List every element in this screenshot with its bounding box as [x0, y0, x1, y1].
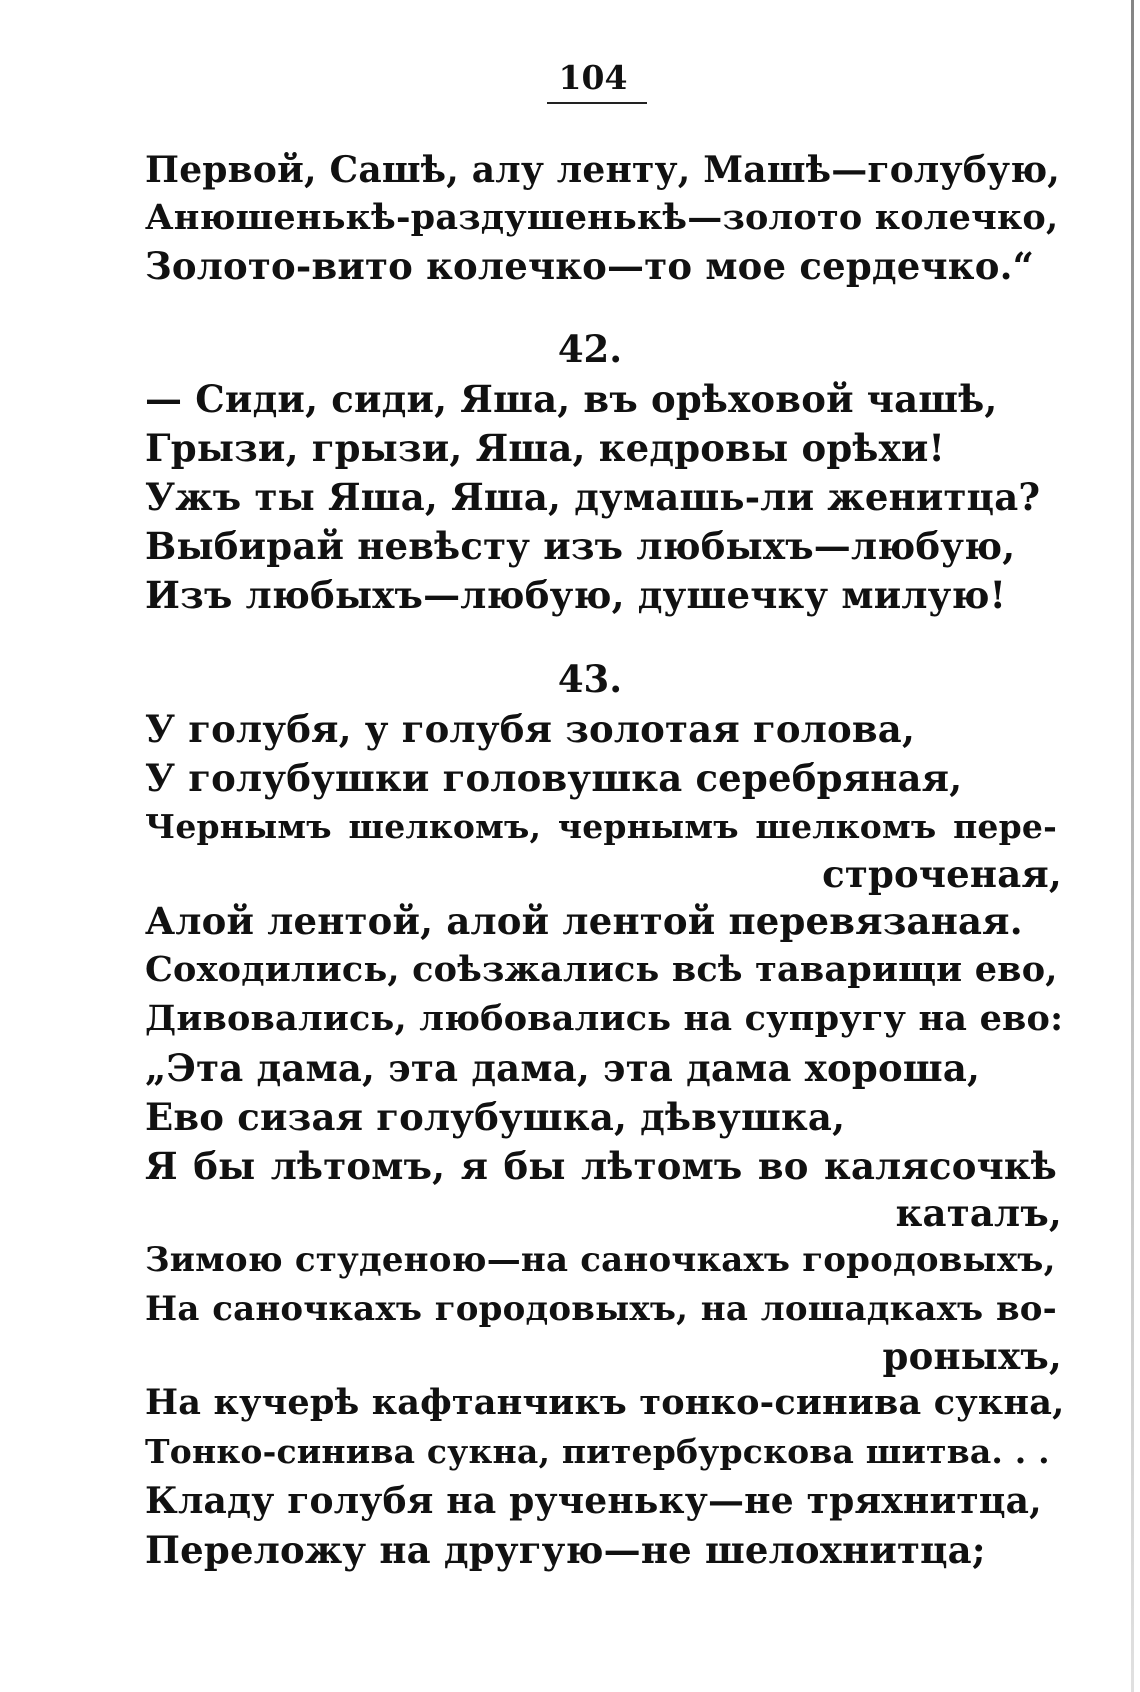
verse-line: Соходились, соѣзжались всѣ таварищи ево,: [145, 949, 1058, 990]
verse-line: Алой лентой, алой лентой перевязаная.: [145, 899, 1023, 943]
page-number: 104: [558, 58, 628, 97]
verse-line: У голубушки головушка серебряная,: [145, 756, 963, 800]
verse-line: У голубя, у голубя золотая голова,: [145, 707, 916, 751]
verse-line: На кучерѣ кафтанчикъ тонко-синива сукна,: [145, 1382, 1065, 1423]
verse-line: Я бы лѣтомъ, я бы лѣтомъ во калясочкѣ: [145, 1144, 1057, 1188]
verse-line-carryover: строченая,: [822, 852, 1062, 896]
verse-line: Ево сизая голубушка, дѣвушка,: [145, 1095, 846, 1139]
verse-line: — Сиди, сиди, Яша, въ орѣховой чашѣ,: [145, 377, 998, 421]
section-number: 42.: [557, 327, 623, 371]
section-number: 43.: [557, 657, 623, 701]
verse-line: Первой, Сашѣ, алу ленту, Машѣ—голубую,: [145, 149, 1061, 191]
verse-line: Ужъ ты Яша, Яша, думашь-ли женитца?: [145, 475, 1041, 519]
verse-line: Золото-вито колечко—то мое сердечко.“: [145, 244, 1035, 288]
verse-line: Дивовались, любовались на супругу на ево:: [145, 998, 1064, 1039]
verse-line: Грызи, грызи, Яша, кедровы орѣхи!: [145, 426, 945, 470]
verse-line-carryover: каталъ,: [895, 1191, 1062, 1235]
verse-line: Чернымъ шелкомъ, чернымъ шелкомъ пере-: [145, 807, 1057, 846]
verse-line: Тонко-синива сукна, питербурскова шитва. . .: [145, 1432, 1050, 1471]
verse-line-carryover: роныхъ,: [882, 1334, 1062, 1378]
page-number-rule: [547, 102, 647, 104]
verse-line: Зимою студеною—на саночкахъ городовыхъ,: [145, 1240, 1056, 1280]
verse-line: Анюшенькѣ-раздушенькѣ—золото колечко,: [145, 197, 1059, 238]
verse-line: Переложу на другую—не шелохнитца;: [145, 1528, 986, 1572]
verse-line: На саночкахъ городовыхъ, на лошадкахъ во-: [145, 1289, 1057, 1329]
verse-line: Кладу голубя на рученьку—не тряхнитца,: [145, 1480, 1042, 1522]
page-edge: [1131, 0, 1134, 1692]
verse-line: „Эта дама, эта дама, эта дама хороша,: [145, 1046, 981, 1090]
verse-line: Изъ любыхъ—любую, душечку милую!: [145, 573, 1007, 617]
verse-line: Выбирай невѣсту изъ любыхъ—любую,: [145, 524, 1016, 568]
